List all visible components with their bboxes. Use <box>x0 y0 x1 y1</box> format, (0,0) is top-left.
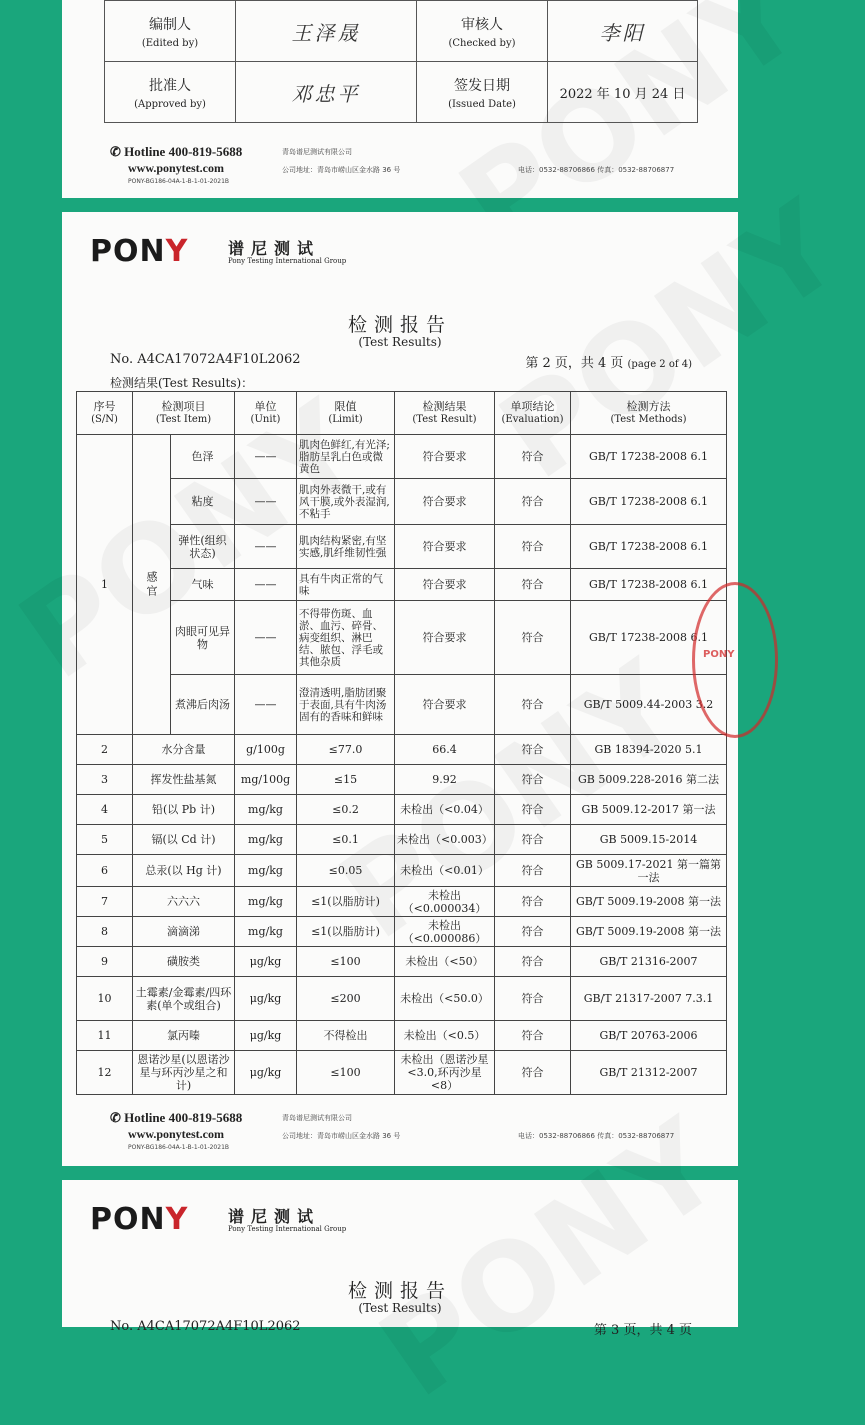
row-eval: 符合 <box>495 675 571 735</box>
website-text: www.ponytest.com <box>128 1127 224 1141</box>
table-header-row: 序号 (S/N) 检测项目 (Test Item) 单位 (Unit) 限值 (Limit) 检测结果 (Test Result) 单项结论 (Evaluation) 检测方法 (Test Methods) <box>77 392 727 435</box>
row-unit: —— <box>235 479 297 525</box>
row-result: 未检出（恩诺沙星<3.0,环丙沙星<8） <box>395 1051 495 1095</box>
row-item: 六六六 <box>133 887 235 917</box>
row-item: 总汞(以 Hg 计) <box>133 855 235 887</box>
row-unit: —— <box>235 569 297 601</box>
header-unit: 单位 <box>254 400 277 413</box>
table-row <box>77 765 727 795</box>
table-row <box>77 601 727 675</box>
row-method: GB/T 17238-2008 6.1 <box>571 601 727 675</box>
row-method: GB/T 17238-2008 6.1 <box>571 525 727 569</box>
row-result: 未检出（<0.000086） <box>395 917 495 947</box>
results-label: 检测结果(Test Results)： <box>110 376 254 390</box>
row-item: 水分含量 <box>133 735 235 765</box>
company-name: 青岛谱尼测试有限公司 <box>282 148 352 156</box>
row-limit: ≤200 <box>297 977 395 1021</box>
brand-name-cn: 谱尼测试 <box>228 1207 321 1226</box>
table-row <box>77 917 727 947</box>
row-result: 符合要求 <box>395 435 495 479</box>
page-indicator: 第 2 页，共 4 页 (page 2 of 4) <box>525 356 692 371</box>
report-page-2 <box>62 212 738 1166</box>
row-limit: 肌肉色鲜红,有光泽;脂肪呈乳白色或微黄色 <box>297 435 395 479</box>
row-limit: ≤100 <box>297 947 395 977</box>
company-address: 公司地址：青岛市崂山区金水路 36 号 <box>282 166 401 174</box>
row-unit: μg/kg <box>235 1051 297 1095</box>
row-limit: 澄清透明,脂肪团聚于表面,具有牛肉汤固有的香味和鲜味 <box>297 675 395 735</box>
row-unit: mg/100g <box>235 765 297 795</box>
row-item: 挥发性盐基氮 <box>133 765 235 795</box>
row-result: 未检出（<0.04） <box>395 795 495 825</box>
row-item: 镉(以 Cd 计) <box>133 825 235 855</box>
row-unit: g/100g <box>235 735 297 765</box>
report-subtitle: (Test Results) <box>358 335 442 349</box>
checker-signature: 李阳 <box>599 20 646 45</box>
row-item: 滴滴涕 <box>133 917 235 947</box>
approval-row-edited: 编制人 (Edited by) 王泽晟 审核人 (Checked by) 李阳 <box>105 1 698 62</box>
page-footer <box>62 1110 738 1160</box>
row-unit: mg/kg <box>235 795 297 825</box>
table-row <box>77 855 727 887</box>
row-limit: 肌肉外表微干,或有风干膜,或外表湿润,不粘手 <box>297 479 395 525</box>
row-result: 符合要求 <box>395 601 495 675</box>
row-item: 煮沸后肉汤 <box>171 675 235 735</box>
row-unit: μg/kg <box>235 977 297 1021</box>
table-row <box>77 569 727 601</box>
row-eval: 符合 <box>495 525 571 569</box>
row-unit: —— <box>235 601 297 675</box>
row-method: GB/T 20763-2006 <box>571 1021 727 1051</box>
row-eval: 符合 <box>495 947 571 977</box>
results-rows <box>77 735 727 1095</box>
row-method: GB/T 21312-2007 <box>571 1051 727 1095</box>
row-sn: 3 <box>77 765 133 795</box>
row-item: 恩诺沙星(以恩诺沙星与环丙沙星之和计) <box>133 1051 235 1095</box>
hotline-text: Hotline 400-819-5688 <box>124 144 243 159</box>
row-method: GB/T 21316-2007 <box>571 947 727 977</box>
row-unit: —— <box>235 675 297 735</box>
row-eval: 符合 <box>495 855 571 887</box>
header-evaluation: 单项结论 <box>510 400 555 413</box>
editor-signature: 王泽晟 <box>291 20 361 45</box>
row-limit: 肌肉结构紧密,有坚实感,肌纤维韧性强 <box>297 525 395 569</box>
row-unit: μg/kg <box>235 1021 297 1051</box>
row-method: GB/T 17238-2008 6.1 <box>571 435 727 479</box>
hotline-text: Hotline 400-819-5688 <box>124 1110 243 1125</box>
row-result: 未检出（<0.003） <box>395 825 495 855</box>
row-sn: 9 <box>77 947 133 977</box>
brand-name-en: Pony Testing International Group <box>228 1225 347 1233</box>
approval-table <box>104 0 698 123</box>
report-title: 检测报告 <box>347 314 452 336</box>
logo-wordmark: PONY <box>90 234 189 269</box>
row-limit: ≤0.1 <box>297 825 395 855</box>
header-method: 检测方法 <box>626 400 671 413</box>
row-limit: ≤0.2 <box>297 795 395 825</box>
report-number: No. A4CA17072A4F10L2062 <box>110 1319 301 1334</box>
row-eval: 符合 <box>495 1051 571 1095</box>
row-method: GB/T 5009.19-2008 第一法 <box>571 887 727 917</box>
table-row <box>77 479 727 525</box>
row-sn: 8 <box>77 917 133 947</box>
phone-icon: ✆ <box>110 1110 125 1125</box>
row-item: 磺胺类 <box>133 947 235 977</box>
row-sn: 12 <box>77 1051 133 1095</box>
row-item: 氯丙嗪 <box>133 1021 235 1051</box>
row-unit: —— <box>235 525 297 569</box>
row-eval: 符合 <box>495 435 571 479</box>
doc-code: PONY-BG186-04A-1-B-1-01-2021B <box>128 178 230 185</box>
row-sn: 5 <box>77 825 133 855</box>
table-row <box>77 795 727 825</box>
phone-icon: ✆ <box>110 144 125 159</box>
company-logo <box>90 1202 347 1242</box>
logo-wordmark: PONY <box>90 1202 189 1237</box>
row-sn: 10 <box>77 977 133 1021</box>
table-row <box>77 947 727 977</box>
row-unit: mg/kg <box>235 887 297 917</box>
results-table <box>76 391 727 1095</box>
row-limit: ≤100 <box>297 1051 395 1095</box>
row-method: GB/T 5009.19-2008 第一法 <box>571 917 727 947</box>
table-row <box>77 1021 727 1051</box>
checked-by-label: 审核人 <box>461 16 503 33</box>
row-item: 色泽 <box>171 435 235 479</box>
row-method: GB 18394-2020 5.1 <box>571 735 727 765</box>
row-item: 弹性(组织状态) <box>171 525 235 569</box>
report-subtitle: (Test Results) <box>358 1301 442 1315</box>
row-result: 66.4 <box>395 735 495 765</box>
row-eval: 符合 <box>495 1021 571 1051</box>
company-address: 公司地址：青岛市崂山区金水路 36 号 <box>282 1132 401 1140</box>
header-result: 检测结果 <box>422 400 467 413</box>
table-row <box>77 977 727 1021</box>
row-eval: 符合 <box>495 825 571 855</box>
report-number: No. A4CA17072A4F10L2062 <box>110 352 301 367</box>
row-limit: ≤15 <box>297 765 395 795</box>
row-unit: mg/kg <box>235 917 297 947</box>
row-eval: 符合 <box>495 479 571 525</box>
row-method: GB 5009.228-2016 第二法 <box>571 765 727 795</box>
row-unit: mg/kg <box>235 825 297 855</box>
row-result: 符合要求 <box>395 569 495 601</box>
page-indicator: 第 3 页，共 4 页 <box>593 1323 692 1338</box>
table-row <box>77 675 727 735</box>
row-method: GB/T 17238-2008 6.1 <box>571 479 727 525</box>
row-eval: 符合 <box>495 977 571 1021</box>
report-title: 检测报告 <box>347 1280 452 1302</box>
row-item: 肉眼可见异物 <box>171 601 235 675</box>
company-contact: 电话：0532-88706866 传真：0532-88706877 <box>518 166 675 174</box>
row-limit: ≤0.05 <box>297 855 395 887</box>
row-method: GB 5009.17-2021 第一篇第一法 <box>571 855 727 887</box>
table-row <box>77 735 727 765</box>
approver-signature: 邓忠平 <box>291 81 361 106</box>
row-item: 铅(以 Pb 计) <box>133 795 235 825</box>
report-page-3-top <box>62 1180 738 1338</box>
row-item: 气味 <box>171 569 235 601</box>
row-unit: mg/kg <box>235 855 297 887</box>
row-unit: μg/kg <box>235 947 297 977</box>
row-method: GB 5009.12-2017 第一法 <box>571 795 727 825</box>
doc-code: PONY-BG186-04A-1-B-1-01-2021B <box>128 1144 230 1151</box>
report-page-1-bottom <box>62 0 738 198</box>
row-item: 粘度 <box>171 479 235 525</box>
issued-date-label: 签发日期 <box>454 77 510 94</box>
approval-row-approved: 批准人 (Approved by) 邓忠平 签发日期 (Issued Date) 2022 年 10 月 24 日 <box>105 62 698 123</box>
row-result: 未检出（<0.000034） <box>395 887 495 917</box>
row-method: GB/T 5009.44-2003 3.2 <box>571 675 727 735</box>
row-method: GB/T 21317-2007 7.3.1 <box>571 977 727 1021</box>
row-result: 未检出（<50） <box>395 947 495 977</box>
company-contact: 电话：0532-88706866 传真：0532-88706877 <box>518 1132 675 1140</box>
official-seal: PONY <box>692 582 778 738</box>
row-limit: ≤77.0 <box>297 735 395 765</box>
row-eval: 符合 <box>495 765 571 795</box>
row-result: 未检出（<0.01） <box>395 855 495 887</box>
edited-by-label: 编制人 <box>149 16 191 33</box>
table-row <box>77 525 727 569</box>
row-result: 符合要求 <box>395 479 495 525</box>
row-sn: 4 <box>77 795 133 825</box>
row-result: 未检出（<0.5） <box>395 1021 495 1051</box>
row-result: 符合要求 <box>395 675 495 735</box>
row-limit: 不得带伤斑、血淤、血污、碎骨、病变组织、淋巴结、脓包、浮毛或其他杂质 <box>297 601 395 675</box>
table-row <box>77 887 727 917</box>
row-eval: 符合 <box>495 601 571 675</box>
approved-by-label: 批准人 <box>149 77 191 94</box>
row-result: 符合要求 <box>395 525 495 569</box>
row-eval: 符合 <box>495 917 571 947</box>
row-sn: 2 <box>77 735 133 765</box>
header-item: 检测项目 <box>161 400 206 413</box>
row-eval: 符合 <box>495 735 571 765</box>
row-sn: 6 <box>77 855 133 887</box>
page-footer <box>62 144 738 194</box>
row-limit: 具有牛肉正常的气味 <box>297 569 395 601</box>
row-eval: 符合 <box>495 569 571 601</box>
row-sn: 11 <box>77 1021 133 1051</box>
row-sn: 7 <box>77 887 133 917</box>
row-method: GB/T 17238-2008 6.1 <box>571 569 727 601</box>
row-category: 感官 <box>133 435 171 735</box>
row-limit: ≤1(以脂肪计) <box>297 887 395 917</box>
issued-date-value: 2022 年 10 月 24 日 <box>559 86 686 102</box>
row-item: 土霉素/金霉素/四环素(单个或组合) <box>133 977 235 1021</box>
table-row <box>77 825 727 855</box>
row-result: 9.92 <box>395 765 495 795</box>
table-row <box>77 435 727 479</box>
brand-name-cn: 谱尼测试 <box>228 239 321 258</box>
row-eval: 符合 <box>495 795 571 825</box>
row-sn: 1 <box>77 435 133 735</box>
row-eval: 符合 <box>495 887 571 917</box>
company-logo <box>90 234 347 274</box>
row-method: GB 5009.15-2014 <box>571 825 727 855</box>
company-name: 青岛谱尼测试有限公司 <box>282 1114 352 1122</box>
row-limit: ≤1(以脂肪计) <box>297 917 395 947</box>
row-unit: —— <box>235 435 297 479</box>
table-row <box>77 1051 727 1095</box>
website-text: www.ponytest.com <box>128 161 224 175</box>
brand-name-en: Pony Testing International Group <box>228 257 347 265</box>
header-limit: 限值 <box>334 400 357 413</box>
row-limit: 不得检出 <box>297 1021 395 1051</box>
header-sn: 序号 <box>93 400 116 413</box>
row-result: 未检出（<50.0） <box>395 977 495 1021</box>
